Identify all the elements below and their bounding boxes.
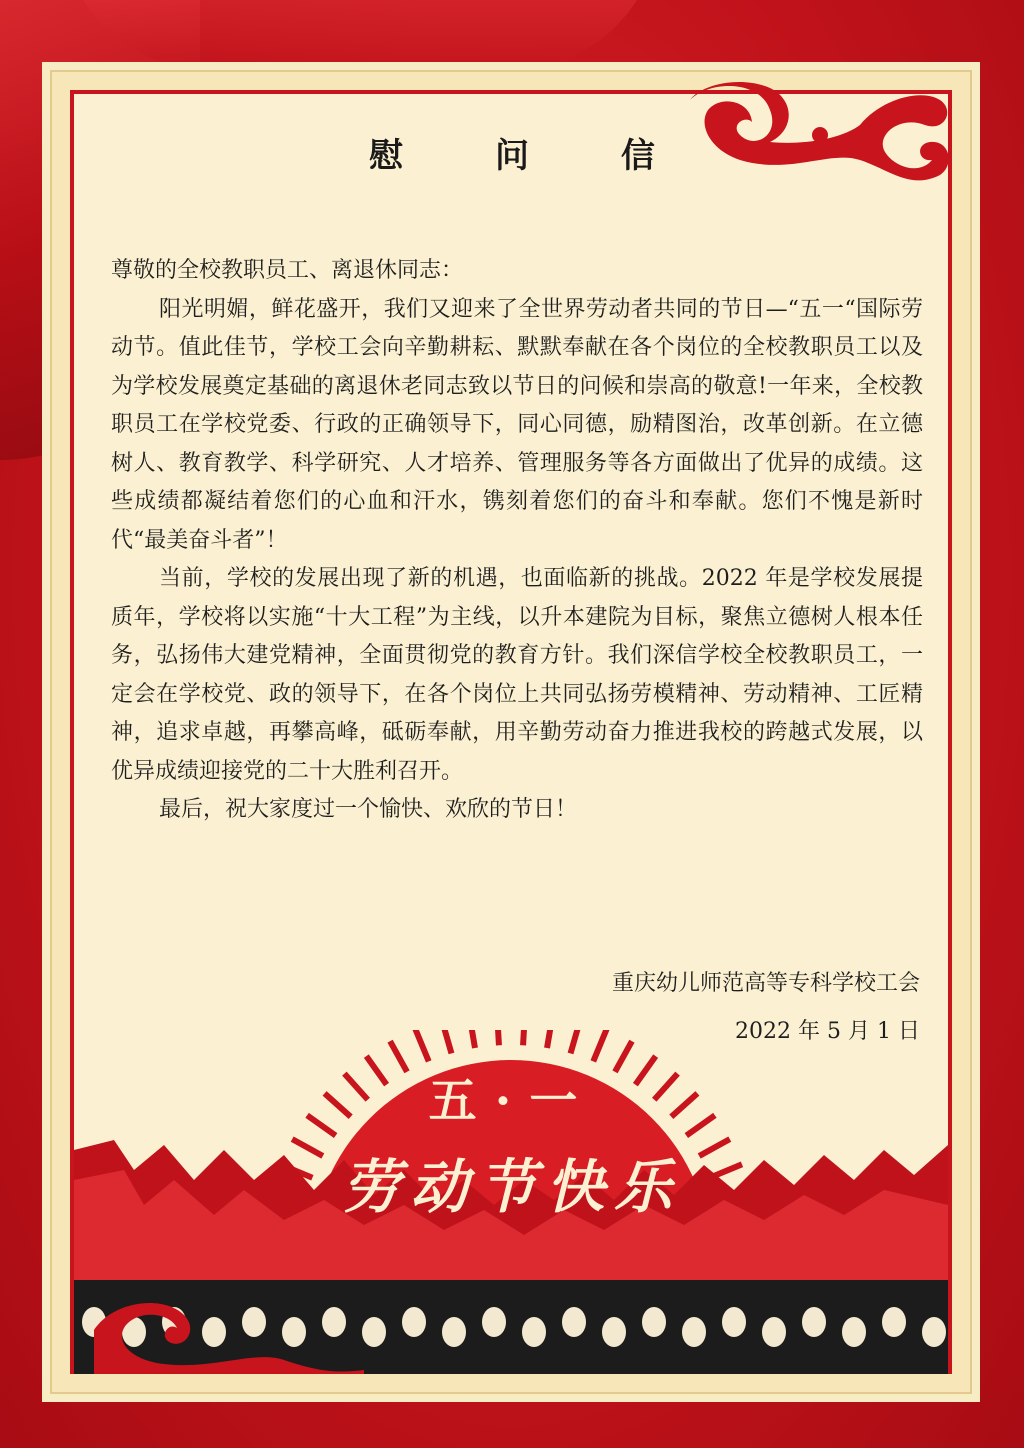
letter-body (111, 252, 923, 830)
letter-title: 慰 问 信 (369, 136, 695, 176)
paragraph-1: 阳光明媚，鲜花盛开，我们又迎来了全世界劳动者共同的节日—“五一“国际劳动节。值此佳节，学校工会向辛勤耕耘、默默奉献在各个岗位的全校教职员工以及为学校发展奠定基础的离退休老同志致以节日的问候和崇高的敬意!一年来，全校教职员工在学校党委、行政的正确领导下，同心同德，励精图治，改革创新。在立德树人、教育教学、科学研究、人才培养、管理服务等各方面做出了优异的成绩。这些成绩都凝结着您们的心血和汗水，镌刻着您们的奋斗和奉献。您们不愧是新时代“最美奋斗者”！ (111, 296, 923, 553)
banner-title-may-day: 五·一 (428, 1073, 596, 1129)
signature-date: 2022 年 5 月 1 日 (735, 1019, 920, 1044)
paragraph-2: 当前，学校的发展出现了新的机遇，也面临新的挑战。2022 年是学校发展提质年，学校将以实施“十大工程”为主线，以升本建院为目标，聚焦立德树人根本任务，弘扬伟大建党精神，全面贯彻党的教育方针。我们深信学校全校教职员工，一定会在学校党、政的领导下，在各个岗位上共同弘扬劳模精神、劳动精神、工匠精神，追求卓越，再攀高峰，砥砺奉献，用辛勤劳动奋力推进我校的跨越式发展，以优异成绩迎接党的二十大胜利召开。 (111, 566, 923, 784)
banner-title-labor-day: 劳动节快乐 (341, 1153, 682, 1221)
salutation: 尊敬的全校教职员工、离退休同志： (111, 258, 464, 283)
paragraph-3: 最后，祝大家度过一个愉快、欢欣的节日！ (159, 797, 578, 822)
signature-organization: 重庆幼儿师范高等专科学校工会 (611, 971, 920, 996)
